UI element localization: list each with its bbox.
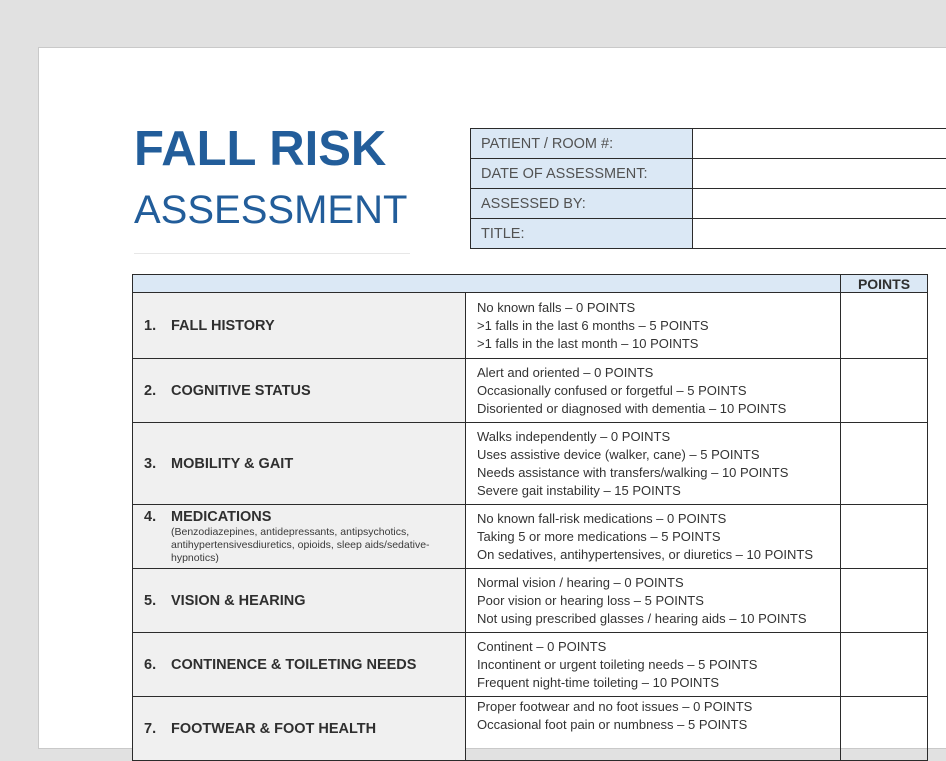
category-cell: [133, 423, 466, 505]
options-cell: [466, 633, 841, 697]
options-cell: [466, 505, 841, 569]
option-line: No known falls – 0 POINTS: [477, 299, 840, 317]
option-line: Disoriented or diagnosed with dementia – 10 POINTS: [477, 400, 840, 418]
points-input-cell[interactable]: [841, 633, 928, 697]
table-row: [133, 505, 928, 569]
option-line: Continent – 0 POINTS: [477, 638, 840, 656]
title-divider: [134, 253, 410, 254]
options-cell: [466, 569, 841, 633]
option-line: Occasional foot pain or numbness – 5 POINTS: [477, 716, 840, 734]
option-line: >1 falls in the last 6 months – 5 POINTS: [477, 317, 840, 335]
option-line: >1 falls in the last month – 10 POINTS: [477, 335, 840, 353]
category-label: FOOTWEAR & FOOT HEALTH: [171, 721, 376, 737]
table-row: [133, 633, 928, 697]
option-line: Walks independently – 0 POINTS: [477, 428, 840, 446]
option-line: Not using prescribed glasses / hearing aids – 10 POINTS: [477, 610, 840, 628]
points-input-cell[interactable]: [841, 569, 928, 633]
category-number: 4.: [144, 509, 171, 525]
category-cell: [133, 293, 466, 359]
title-sub: ASSESSMENT: [134, 187, 410, 233]
option-line: On sedatives, antihypertensives, or diuretics – 10 POINTS: [477, 546, 840, 564]
options-cell: [466, 293, 841, 359]
title-block: [134, 121, 410, 254]
category-label: MOBILITY & GAIT: [171, 456, 293, 472]
category-cell: [133, 359, 466, 423]
option-line: Needs assistance with transfers/walking – 10 POINTS: [477, 464, 840, 482]
patient-info-table: [470, 128, 946, 249]
option-line: No known fall-risk medications – 0 POINTS: [477, 510, 840, 528]
info-field-date[interactable]: [693, 159, 946, 189]
table-row: [133, 359, 928, 423]
points-input-cell[interactable]: [841, 423, 928, 505]
info-field-assessed-by[interactable]: [693, 189, 946, 219]
table-row: [133, 697, 928, 761]
info-field-patient[interactable]: [693, 129, 946, 159]
category-number: 7.: [144, 721, 171, 737]
category-label: COGNITIVE STATUS: [171, 383, 311, 399]
info-label-assessed-by: ASSESSED BY:: [471, 189, 693, 219]
category-cell: [133, 569, 466, 633]
info-row-title: [471, 219, 946, 249]
info-row-assessed-by: [471, 189, 946, 219]
category-cell: [133, 505, 466, 569]
option-line: Alert and oriented – 0 POINTS: [477, 364, 840, 382]
title-main: FALL RISK: [134, 121, 410, 177]
table-row: [133, 423, 928, 505]
risk-assessment-table: [132, 274, 928, 761]
table-header-row: [133, 275, 928, 293]
category-label: VISION & HEARING: [171, 593, 306, 609]
option-line: Proper footwear and no foot issues – 0 POINTS: [477, 698, 840, 716]
points-column-header: POINTS: [841, 275, 928, 293]
category-cell: [133, 633, 466, 697]
option-line: Taking 5 or more medications – 5 POINTS: [477, 528, 840, 546]
option-line: Poor vision or hearing loss – 5 POINTS: [477, 592, 840, 610]
options-cell: [466, 359, 841, 423]
category-label: CONTINENCE & TOILETING NEEDS: [171, 657, 416, 673]
option-line: Severe gait instability – 15 POINTS: [477, 482, 840, 500]
points-input-cell[interactable]: [841, 293, 928, 359]
points-input-cell[interactable]: [841, 505, 928, 569]
option-line: Normal vision / hearing – 0 POINTS: [477, 574, 840, 592]
table-row: [133, 293, 928, 359]
category-number: 6.: [144, 657, 171, 673]
points-input-cell[interactable]: [841, 359, 928, 423]
option-line: Uses assistive device (walker, cane) – 5 POINTS: [477, 446, 840, 464]
info-row-date: [471, 159, 946, 189]
table-row: [133, 569, 928, 633]
option-line: Frequent night-time toileting – 10 POINTS: [477, 674, 840, 692]
category-label: FALL HISTORY: [171, 318, 275, 334]
info-label-patient: PATIENT / ROOM #:: [471, 129, 693, 159]
category-note: (Benzodiazepines, antidepressants, antipsychotics, antihypertensivesdiuretics, opioids, sleep aids/sedative-hypnotics): [144, 526, 465, 565]
info-label-date: DATE OF ASSESSMENT:: [471, 159, 693, 189]
options-cell: [466, 423, 841, 505]
category-label: MEDICATIONS: [171, 509, 271, 525]
document-page: [38, 47, 946, 749]
info-field-title[interactable]: [693, 219, 946, 249]
points-input-cell[interactable]: [841, 697, 928, 761]
category-cell: [133, 697, 466, 761]
category-number: 1.: [144, 318, 171, 334]
table-header-blank: [133, 275, 841, 293]
option-line: Incontinent or urgent toileting needs – 5 POINTS: [477, 656, 840, 674]
option-line: Occasionally confused or forgetful – 5 POINTS: [477, 382, 840, 400]
category-number: 5.: [144, 593, 171, 609]
options-cell: [466, 697, 841, 761]
category-number: 3.: [144, 456, 171, 472]
category-number: 2.: [144, 383, 171, 399]
info-label-title: TITLE:: [471, 219, 693, 249]
info-row-patient: [471, 129, 946, 159]
